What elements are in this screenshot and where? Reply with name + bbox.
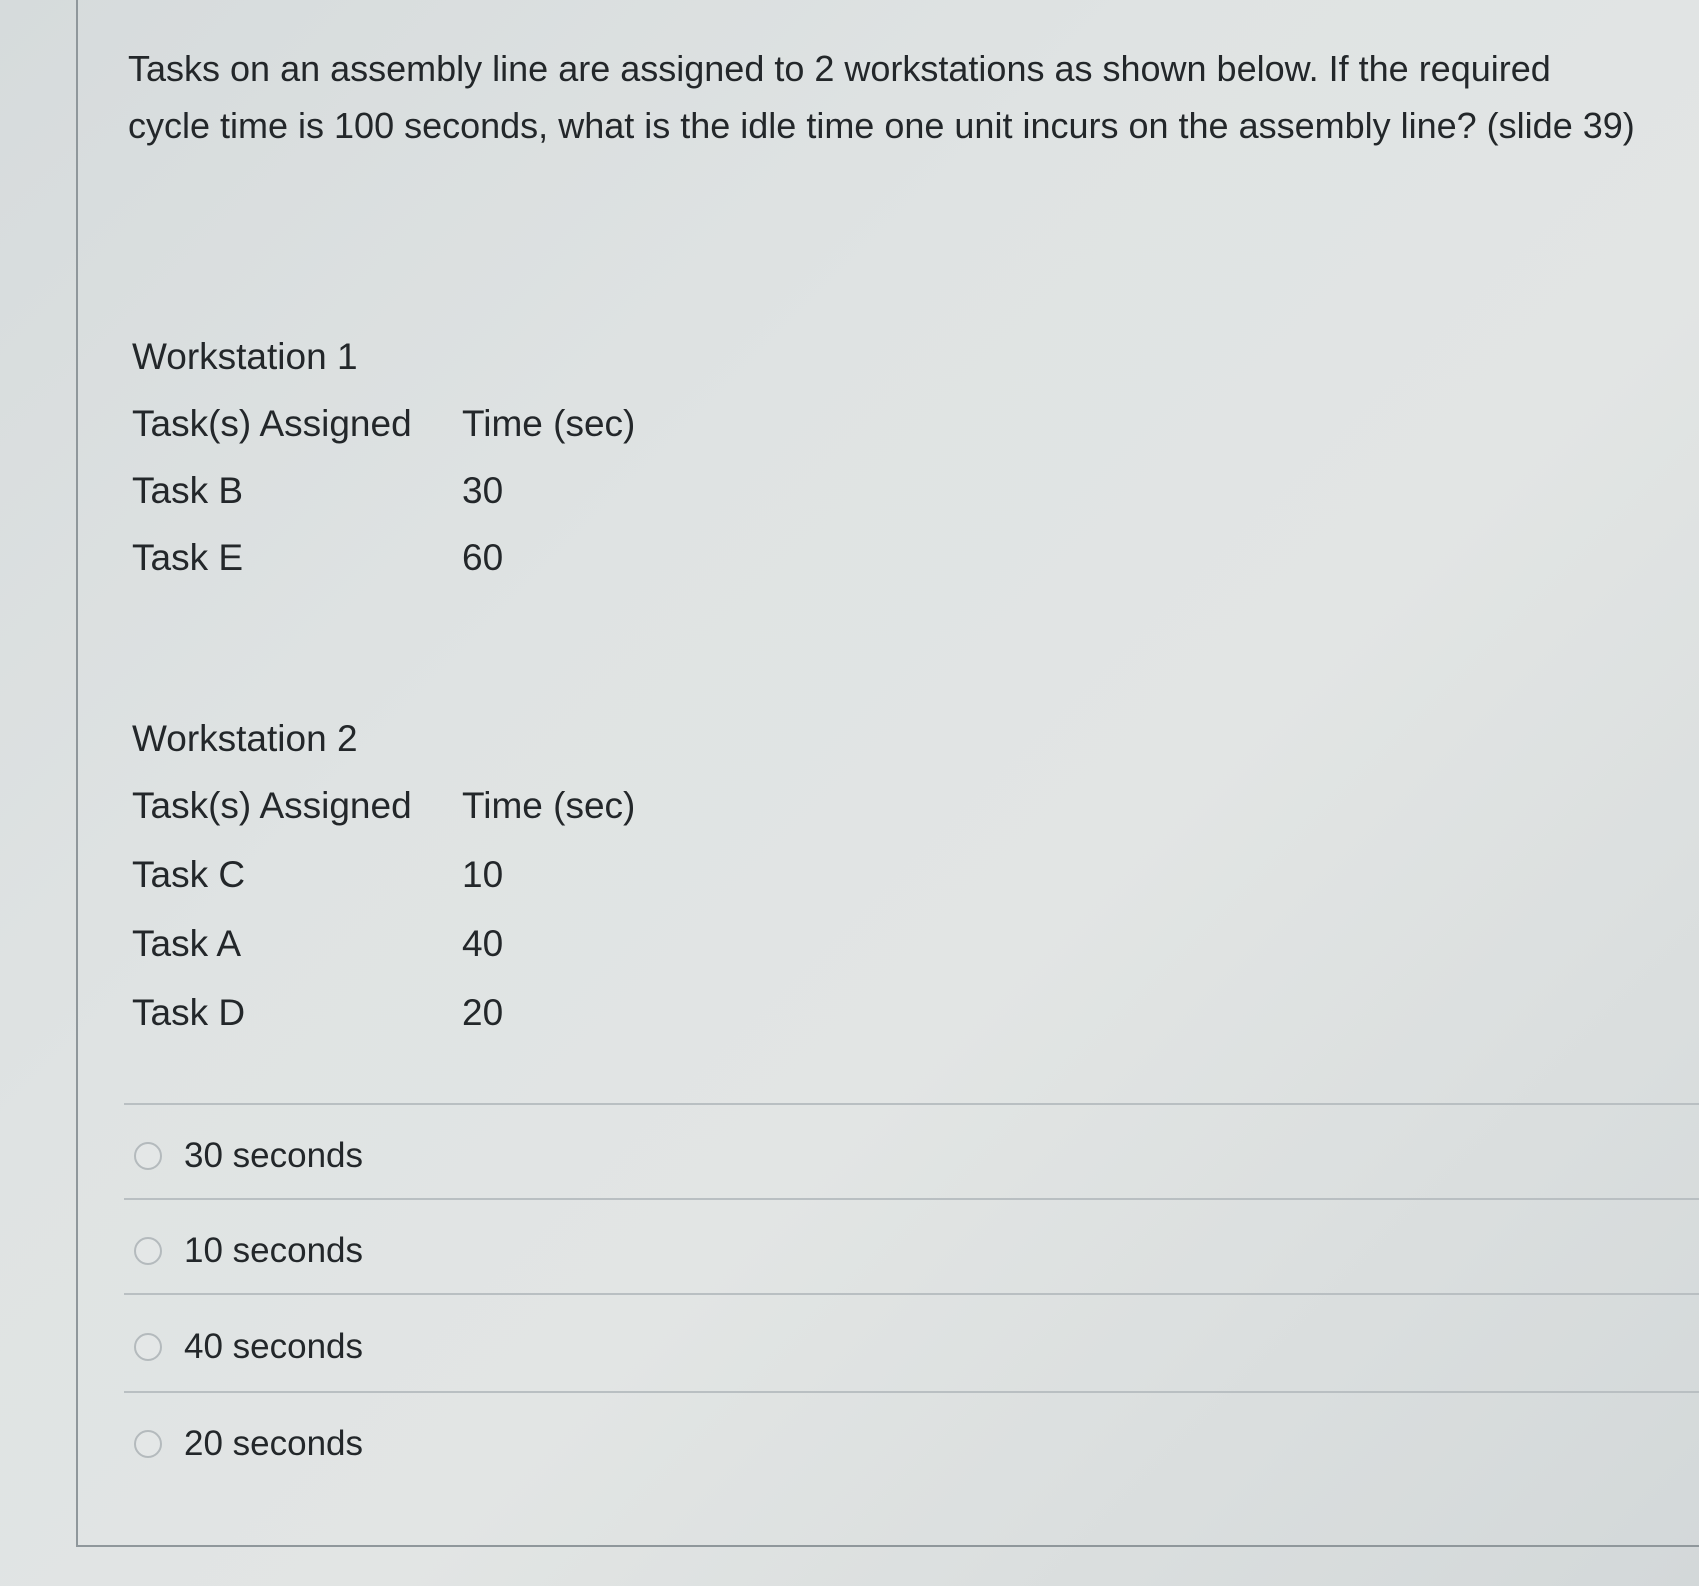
answer-option-label: 20 seconds: [184, 1424, 364, 1463]
answer-option-10-seconds[interactable]: [134, 1231, 363, 1271]
workstation-1-title: Workstation 1: [132, 336, 358, 377]
task-time: 20: [462, 992, 504, 1033]
answer-option-40-seconds[interactable]: [134, 1327, 363, 1367]
workstation-2-task-header: Task(s) Assigned: [132, 785, 412, 826]
answer-option-20-seconds[interactable]: [134, 1424, 363, 1464]
radio-button[interactable]: [134, 1430, 162, 1458]
divider: [124, 1391, 1699, 1393]
divider: [124, 1198, 1699, 1200]
task-name: Task A: [132, 923, 241, 964]
task-time: 10: [462, 854, 504, 895]
radio-button[interactable]: [134, 1142, 162, 1170]
answer-option-label: 10 seconds: [184, 1231, 364, 1270]
task-time: 60: [462, 537, 504, 578]
task-time: 30: [462, 470, 504, 511]
answer-option-label: 40 seconds: [184, 1327, 364, 1366]
question-card: [76, 0, 1699, 1547]
divider: [124, 1293, 1699, 1295]
workstation-2-title: Workstation 2: [132, 718, 358, 759]
task-name: Task E: [132, 537, 244, 578]
radio-button[interactable]: [134, 1237, 162, 1265]
workstation-1-time-header: Time (sec): [462, 403, 636, 444]
workstation-2-time-header: Time (sec): [462, 785, 636, 826]
task-time: 40: [462, 923, 504, 964]
divider: [124, 1103, 1699, 1105]
workstation-1-task-header: Task(s) Assigned: [132, 403, 412, 444]
radio-button[interactable]: [134, 1333, 162, 1361]
answer-option-30-seconds[interactable]: [134, 1136, 363, 1176]
task-name: Task C: [132, 854, 246, 895]
answer-option-label: 30 seconds: [184, 1136, 364, 1175]
task-name: Task D: [132, 992, 246, 1033]
question-text: Tasks on an assembly line are assigned to 2 workstations as shown below. If the required cycle time is 100 seconds, what is the idle time one unit incurs on the assembly line? (slide 39): [128, 48, 1635, 146]
task-name: Task B: [132, 470, 244, 511]
